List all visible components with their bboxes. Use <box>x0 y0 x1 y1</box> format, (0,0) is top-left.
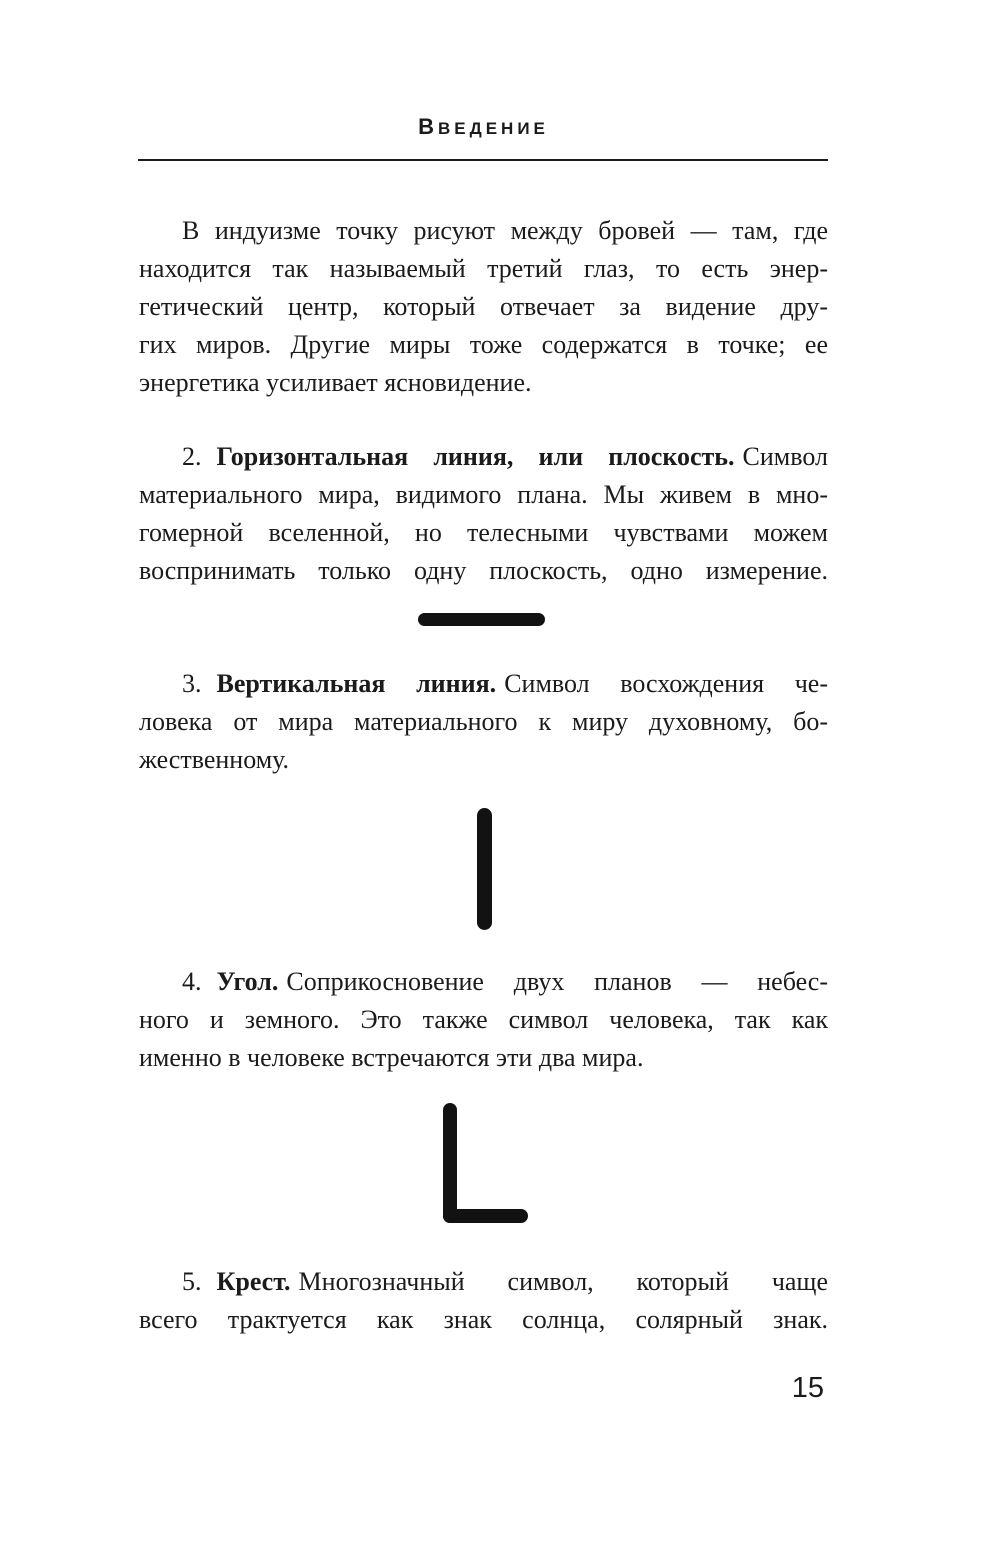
text-line <box>139 963 828 1001</box>
text-line: гих миров. Другие миры тоже содержатся в точке; ее <box>139 330 828 359</box>
item-number: 5. <box>182 1267 202 1296</box>
item-title: Горизонтальная линия, или плоскость. <box>216 442 735 471</box>
text-line: энергетика усиливает ясновидение. <box>139 368 532 397</box>
item-5-paragraph <box>139 1263 828 1339</box>
running-head-rest: ВЕДЕНИЕ <box>437 119 549 138</box>
item-number: 4. <box>182 967 202 996</box>
text-line: жественному. <box>139 745 290 774</box>
item-body-start: Соприкосновение двух планов — небес- <box>286 967 828 996</box>
item-body-start: Символ <box>742 442 828 471</box>
running-head-initial: В <box>418 114 438 139</box>
horizontal-line-symbol <box>418 613 545 626</box>
item-title: Вертикальная линия. <box>216 669 497 698</box>
intro-paragraph <box>139 212 828 402</box>
text-line: всего трактуется как знак солнца, солярный знак. <box>139 1305 828 1334</box>
item-4-paragraph <box>139 963 828 1077</box>
text-line: воспринимать только одну плоскость, одно измерение. <box>139 556 828 585</box>
angle-vertical-stroke <box>443 1103 457 1223</box>
angle-symbol <box>443 1103 528 1223</box>
vertical-line-symbol <box>477 808 492 930</box>
text-line <box>139 1263 828 1301</box>
text-line: находится так называемый третий глаз, то есть энер- <box>139 254 828 283</box>
text-line: гетический центр, который отвечает за видение дру- <box>139 292 828 321</box>
chapter-running-head <box>139 113 828 144</box>
item-title: Крест. <box>216 1267 291 1296</box>
item-title: Угол. <box>216 967 279 996</box>
text-line <box>139 438 828 476</box>
text-line: ловека от мира материального к миру духовному, бо- <box>139 707 828 736</box>
page-number: 15 <box>791 1372 824 1404</box>
item-number: 2. <box>182 442 202 471</box>
item-3-paragraph <box>139 665 828 779</box>
text-line <box>139 665 828 703</box>
text-line: именно в человеке встречаются эти два мира. <box>139 1043 644 1072</box>
text-line: гомерной вселенной, но телесными чувствами можем <box>139 518 828 547</box>
text-line: ного и земного. Это также символ человека, так как <box>139 1005 828 1034</box>
text-line: В индуизме точку рисуют между бровей — там, где <box>182 216 828 245</box>
item-number: 3. <box>182 669 202 698</box>
item-2-paragraph <box>139 438 828 590</box>
text-line: материального мира, видимого плана. Мы живем в мно- <box>139 480 828 509</box>
header-rule <box>138 159 828 161</box>
item-body-start: Многозначный символ, который чаще <box>298 1267 828 1296</box>
angle-horizontal-stroke <box>443 1209 528 1223</box>
item-body-start: Символ восхождения че- <box>504 669 828 698</box>
